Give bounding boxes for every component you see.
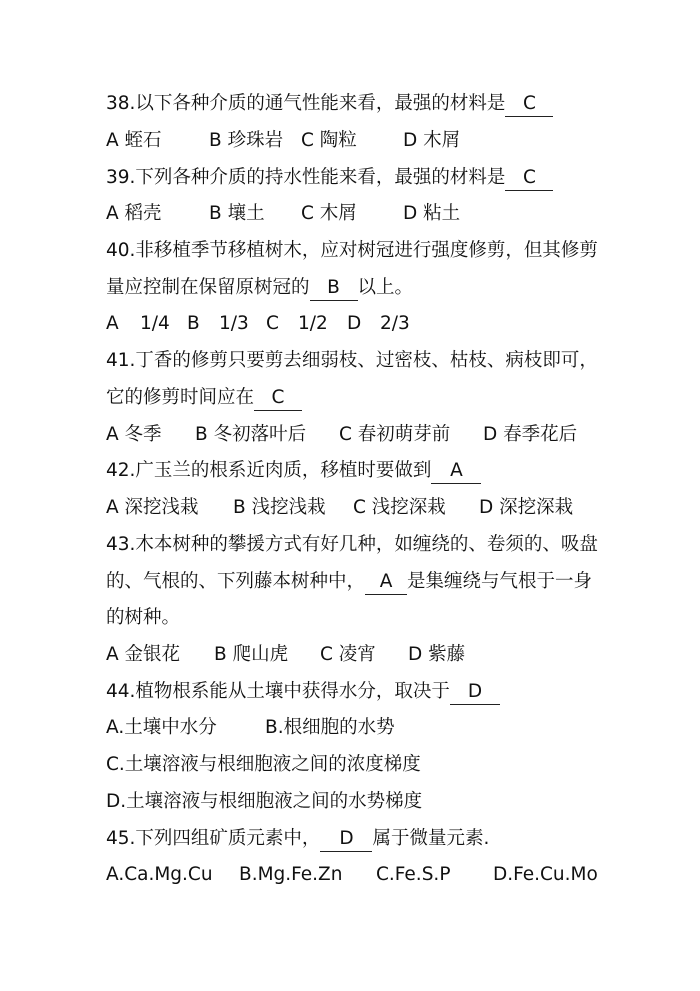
option-d: D 深挖深栽 xyxy=(479,497,574,518)
question-41-stem-line1 xyxy=(106,347,598,375)
question-text: 它的修剪时间应在 xyxy=(106,387,255,408)
option-c: C 木屑 xyxy=(301,203,357,224)
question-text-post: 属于微量元素. xyxy=(372,828,490,849)
question-text: 38.以下各种介质的通气性能来看，最强的材料是 xyxy=(106,93,506,114)
answer-blank: C xyxy=(505,166,553,191)
option-b-value: 1/3 xyxy=(219,313,249,334)
option-d: D 木屑 xyxy=(403,130,461,151)
option-a: A 冬季 xyxy=(106,424,162,445)
question-45-stem xyxy=(106,825,489,853)
option-d-value: 2/3 xyxy=(380,313,410,334)
answer-blank: C xyxy=(254,386,302,411)
answer-blank: A xyxy=(431,459,481,484)
question-text: 45.下列四组矿质元素中， xyxy=(106,828,321,849)
option-c: C 陶粒 xyxy=(301,130,357,151)
option-a-value: 1/4 xyxy=(140,313,170,334)
question-text-post: 以上。 xyxy=(357,277,414,298)
option-a: A 稻壳 xyxy=(106,203,162,224)
question-text: 39.下列各种介质的持水性能来看，最强的材料是 xyxy=(106,167,506,188)
option-b: B.根细胞的水势 xyxy=(265,717,395,738)
option-d: D.土壤溶液与根细胞液之间的水势梯度 xyxy=(106,791,423,812)
question-39-stem xyxy=(106,164,553,192)
question-38-stem xyxy=(106,90,553,118)
option-a: A 蛭石 xyxy=(106,130,162,151)
question-text: 43.木本树种的攀援方式有好几种，如缠绕的、卷须的、吸盘 xyxy=(106,534,598,555)
question-text: 41.丁香的修剪只要剪去细弱枝、过密枝、枯枝、病枝即可， xyxy=(106,350,598,371)
option-a: A.Ca.Mg.Cu xyxy=(106,864,213,885)
option-d: D 春季花后 xyxy=(483,424,578,445)
option-c: C.Fe.S.P xyxy=(376,864,451,885)
option-a: A.土壤中水分 xyxy=(106,717,217,738)
option-a-label: A xyxy=(106,313,119,334)
question-43-stem-line3 xyxy=(106,604,180,632)
question-text-post: 是集缠绕与气根于一身 xyxy=(407,571,593,592)
question-40-stem-line2 xyxy=(106,274,413,302)
question-42-stem xyxy=(106,457,481,485)
option-c: C 春初萌芽前 xyxy=(339,424,451,445)
option-d: D 粘土 xyxy=(403,203,461,224)
question-text: 量应控制在保留原树冠的 xyxy=(106,277,310,298)
answer-blank: D xyxy=(320,827,372,852)
option-c: C.土壤溶液与根细胞液之间的浓度梯度 xyxy=(106,754,421,775)
option-b: B 冬初落叶后 xyxy=(195,424,307,445)
option-c: C 凌宵 xyxy=(320,644,376,665)
question-text: 44.植物根系能从土壤中获得水分，取决于 xyxy=(106,681,450,702)
option-b: B 壤土 xyxy=(209,203,265,224)
option-b: B 爬山虎 xyxy=(214,644,289,665)
option-b: B 浅挖浅栽 xyxy=(233,497,326,518)
question-43-stem-line2 xyxy=(106,568,592,596)
option-a: A 金银花 xyxy=(106,644,181,665)
option-d: D.Fe.Cu.Mo xyxy=(493,864,598,885)
answer-blank: D xyxy=(450,680,500,705)
question-text: 42.广玉兰的根系近肉质，移植时要做到 xyxy=(106,460,432,481)
question-text: 的、气根的、下列藤本树种中， xyxy=(106,571,366,592)
answer-blank: B xyxy=(310,276,358,301)
question-44-stem xyxy=(106,678,500,706)
question-44-option-d xyxy=(106,788,422,816)
question-41-stem-line2 xyxy=(106,384,302,412)
question-text: 的树种。 xyxy=(106,607,181,628)
question-40-stem-line1 xyxy=(106,237,598,265)
question-44-option-c xyxy=(106,751,421,779)
option-c-label: C xyxy=(266,313,279,334)
question-43-stem-line1 xyxy=(106,531,598,559)
answer-blank: A xyxy=(365,570,407,595)
option-a: A 深挖浅栽 xyxy=(106,497,199,518)
option-d: D 紫藤 xyxy=(408,644,466,665)
option-b: B 珍珠岩 xyxy=(209,130,284,151)
question-text: 40.非移植季节移植树木，应对树冠进行强度修剪，但其修剪 xyxy=(106,240,598,261)
option-b-label: B xyxy=(187,313,200,334)
answer-blank: C xyxy=(505,92,553,117)
option-c: C 浅挖深栽 xyxy=(353,497,446,518)
option-b: B.Mg.Fe.Zn xyxy=(239,864,343,885)
option-c-value: 1/2 xyxy=(298,313,328,334)
option-d-label: D xyxy=(347,313,362,334)
